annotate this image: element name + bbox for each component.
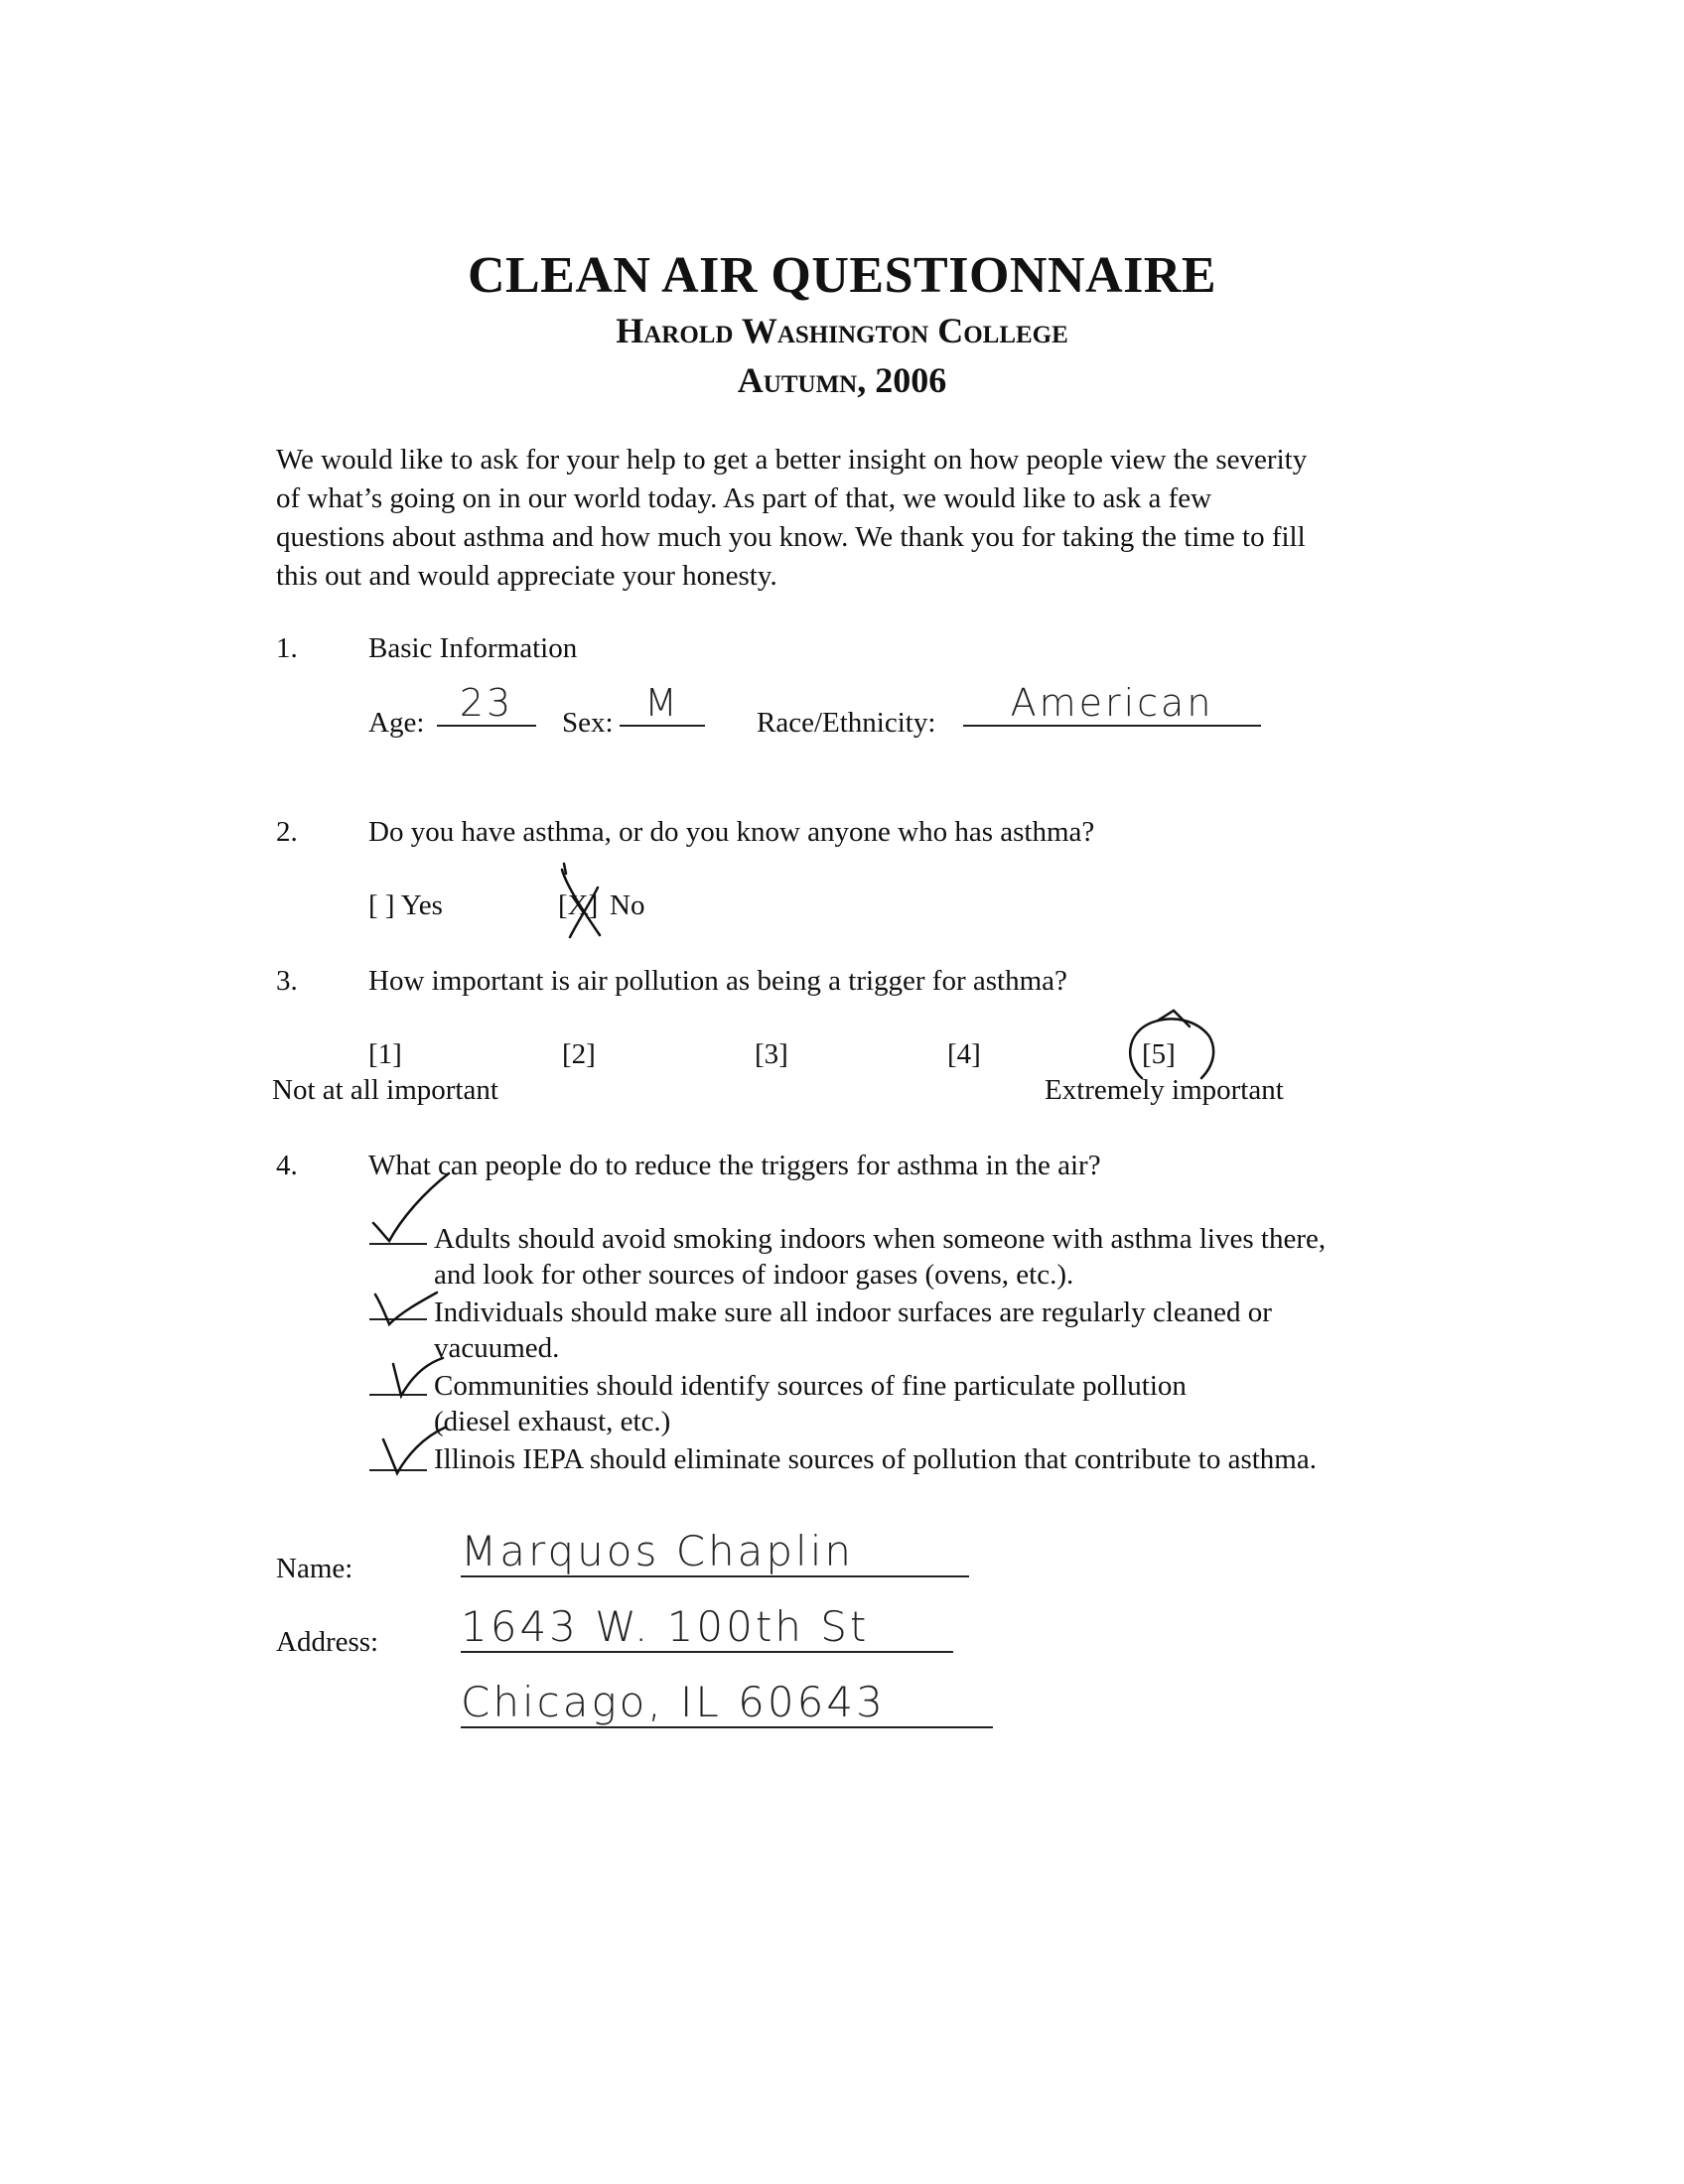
scale-high-label: Extremely important [1045, 1074, 1284, 1106]
scale-option-1[interactable]: [1] [368, 1038, 402, 1070]
q4-option-2-line-2: vacuumed. [434, 1332, 560, 1364]
intro-line: this out and would appreciate your honesty. [276, 560, 777, 592]
address-line-2-field[interactable]: Chicago, IL 60643 [461, 1678, 993, 1728]
name-field[interactable]: Marquos Chaplin [461, 1527, 969, 1577]
race-label: Race/Ethnicity: [757, 707, 936, 739]
form-title: CLEAN AIR QUESTIONNAIRE [467, 247, 1217, 304]
q3-number: 3. [276, 965, 298, 997]
q4-number: 4. [276, 1150, 298, 1181]
q2-number: 2. [276, 816, 298, 848]
intro-line: of what’s going on in our world today. As part of that, we would like to ask a few [276, 482, 1212, 514]
age-label: Age: [368, 707, 425, 739]
address-line-1-field[interactable]: 1643 W. 100th St [461, 1602, 953, 1653]
intro-line: questions about asthma and how much you know. We thank you for taking the time to fill [276, 521, 1306, 553]
scale-option-4[interactable]: [4] [947, 1038, 981, 1070]
q4-option-2-line-1: Individuals should make sure all indoor surfaces are regularly cleaned or [434, 1297, 1272, 1328]
q1-text: Basic Information [368, 632, 578, 664]
q4-option-4-line-1: Illinois IEPA should eliminate sources of pollution that contribute to asthma. [434, 1443, 1317, 1475]
name-label: Name: [276, 1553, 353, 1584]
term-label: Autumn, 2006 [737, 360, 947, 400]
q1-number: 1. [276, 632, 298, 664]
no-cross-mark [556, 864, 616, 943]
q4-option-1-line-2: and look for other sources of indoor gases (ovens, etc.). [434, 1259, 1074, 1291]
intro-line: We would like to ask for your help to get a better insight on how people view the severity [276, 444, 1308, 476]
race-field[interactable]: American [963, 681, 1261, 727]
scale-option-3[interactable]: [3] [755, 1038, 788, 1070]
q4-option-3-line-1: Communities should identify sources of fine particulate pollution [434, 1370, 1187, 1402]
sex-field[interactable]: M [620, 681, 705, 727]
sex-label: Sex: [562, 707, 614, 739]
q3-text: How important is air pollution as being a trigger for asthma? [368, 965, 1067, 997]
age-field[interactable]: 23 [437, 681, 536, 727]
q4-text: What can people do to reduce the triggers for asthma in the air? [368, 1150, 1101, 1181]
intro-paragraph [276, 441, 1468, 596]
yes-option[interactable]: [ ] Yes [368, 889, 443, 921]
scale-low-label: Not at all important [272, 1074, 498, 1106]
no-checkbox[interactable]: [X] [558, 889, 599, 921]
q4-option-1-line-1: Adults should avoid smoking indoors when someone with asthma lives there, [434, 1223, 1327, 1255]
scale-option-5[interactable]: [5] [1142, 1038, 1176, 1070]
institution-name: Harold Washington College [616, 311, 1068, 350]
q2-text: Do you have asthma, or do you know anyone who has asthma? [368, 816, 1095, 848]
scale-option-2[interactable]: [2] [562, 1038, 596, 1070]
q4-option-3-line-2: (diesel exhaust, etc.) [434, 1406, 671, 1437]
address-label: Address: [276, 1626, 379, 1658]
no-option-label: No [610, 889, 645, 921]
